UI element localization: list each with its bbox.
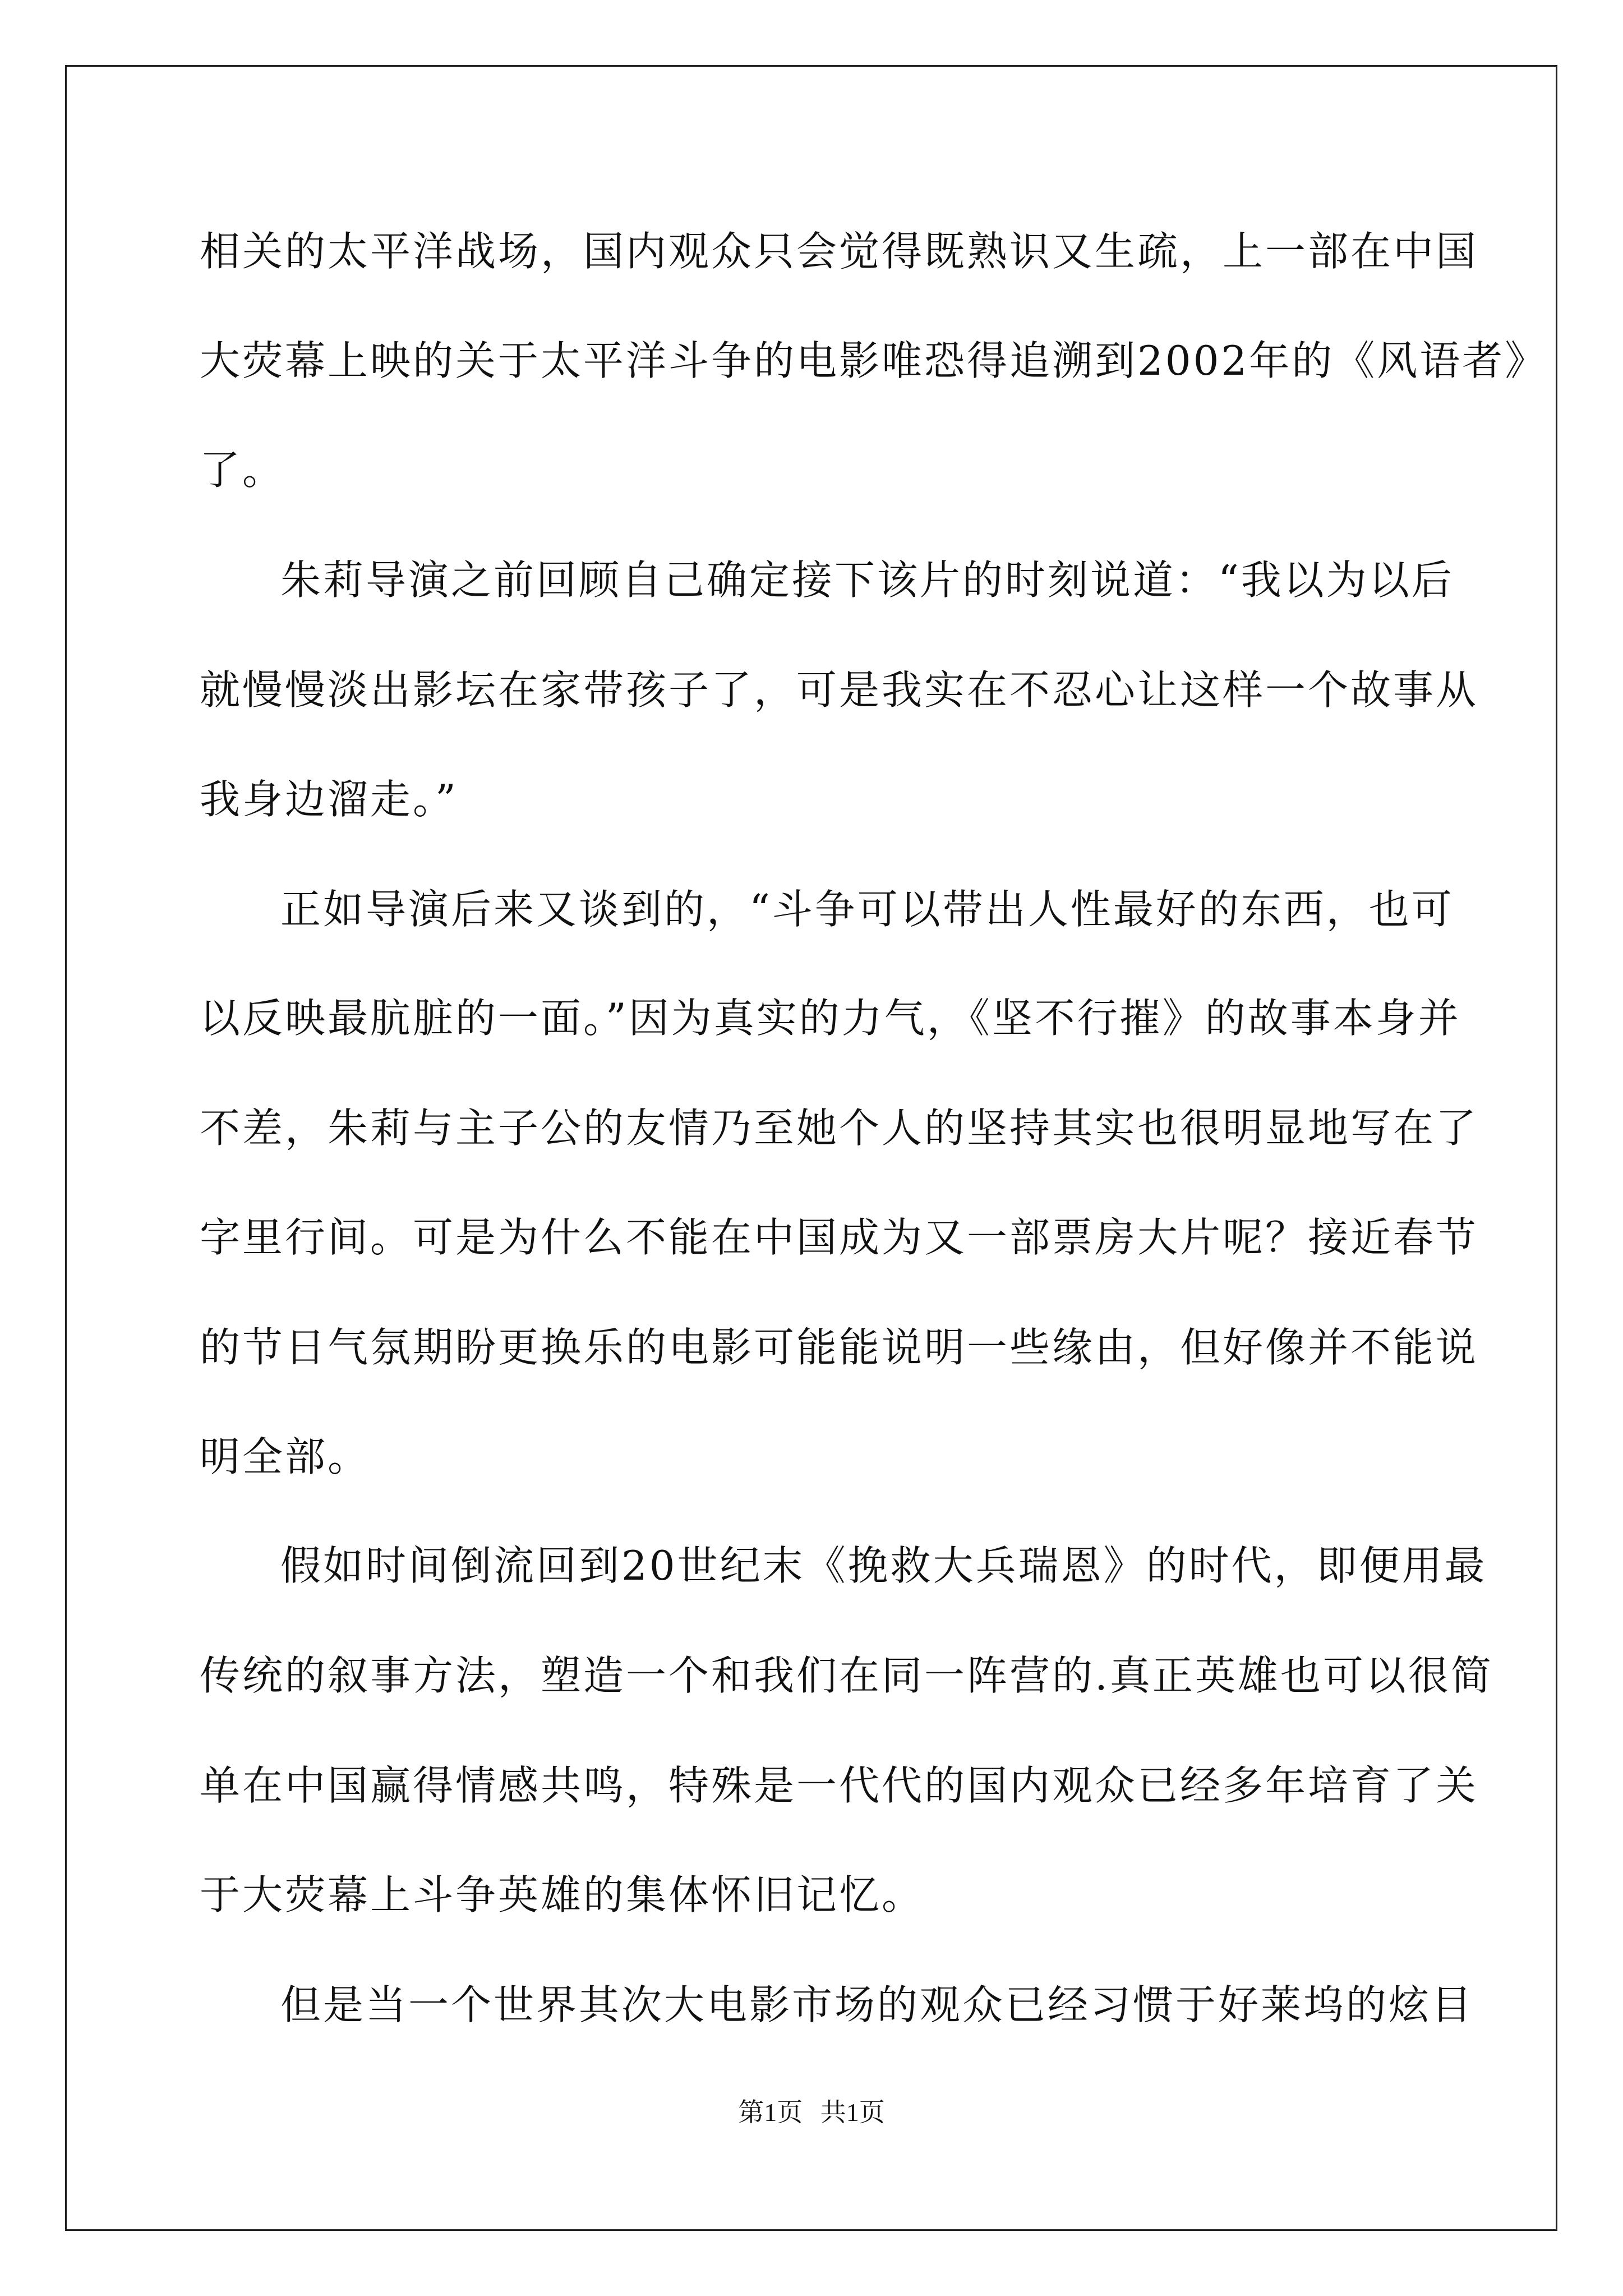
page-footer: [0, 2096, 1623, 2129]
page-number: 第1页: [738, 2098, 803, 2127]
paragraph-first-line: 但是当一个世界其次大电影市场的观众已经习惯于好莱坞的炫目: [280, 1981, 1474, 2028]
paragraph-first-line: 正如导演后来又谈到的，“斗争可以带出人性最好的东西，也可: [280, 886, 1454, 933]
text-line: 我身边溜走。”: [200, 776, 458, 823]
text-line: 于大荧幕上斗争英雄的集体怀旧记忆。: [200, 1871, 925, 1918]
paragraph-first-line: 假如时间倒流回到20世纪末《挽救大兵瑞恩》的时代，即便用最: [280, 1542, 1487, 1589]
text-line: 了。: [200, 447, 285, 494]
text-line: 的节日气氛期盼更换乐的电影可能能说明一些缘由，但好像并不能说: [200, 1324, 1479, 1371]
page-total: 共1页: [820, 2098, 885, 2127]
text-line: 以反映最肮脏的一面。”因为真实的力气，《坚不行摧》的故事本身并: [200, 995, 1461, 1042]
text-line: 不差，朱莉与主子公的友情乃至她个人的坚持其实也很明显地写在了: [200, 1105, 1479, 1152]
text-line: 相关的太平洋战场，国内观众只会觉得既熟识又生疏，上一部在中国: [200, 228, 1479, 275]
text-line: 大荧幕上映的关于太平洋斗争的电影唯恐得追溯到2002年的《风语者》: [200, 337, 1548, 384]
text-line: 字里行间。可是为什么不能在中国成为又一部票房大片呢？接近春节: [200, 1214, 1479, 1261]
text-line: 明全部。: [200, 1433, 371, 1480]
text-line: 传统的叙事方法，塑造一个和我们在同一阵营的.真正英雄也可以很简: [200, 1652, 1493, 1699]
text-line: 就慢慢淡出影坛在家带孩子了，可是我实在不忍心让这样一个故事从: [200, 666, 1479, 714]
paragraph-first-line: 朱莉导演之前回顾自己确定接下该片的时刻说道：“我以为以后: [280, 556, 1454, 604]
text-line: 单在中国赢得情感共鸣，特殊是一代代的国内观众已经多年培育了关: [200, 1762, 1479, 1809]
